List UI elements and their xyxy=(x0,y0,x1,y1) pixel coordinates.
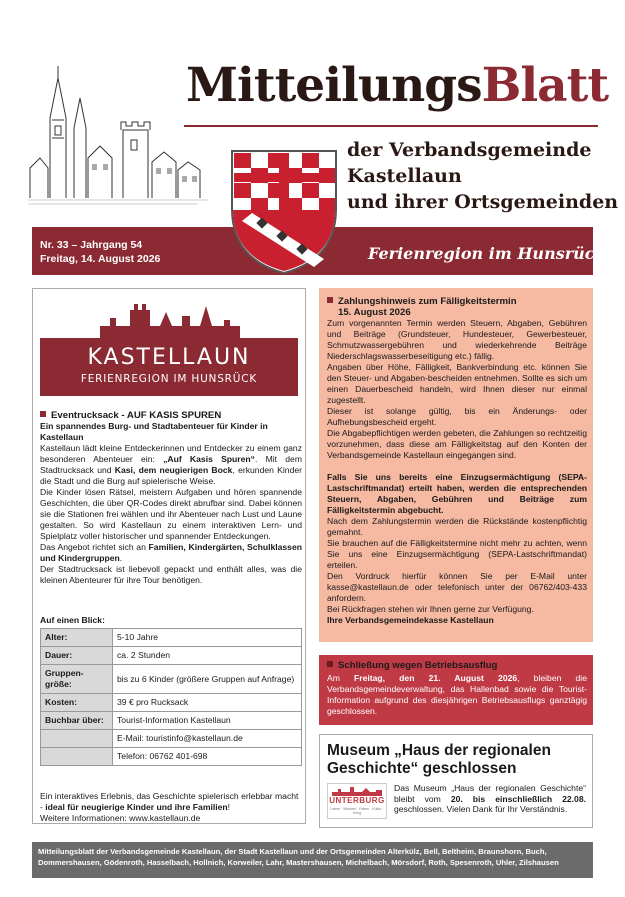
p1-b: „Auf Kasis Spuren“ xyxy=(163,454,255,464)
glance-heading-text: Auf einen Blick: xyxy=(40,615,105,625)
more-info-link[interactable]: Weitere Informationen: www.kastellaun.de xyxy=(40,813,201,823)
unterburg-word: UNTERBURG xyxy=(329,796,385,805)
event-info-table xyxy=(40,628,302,766)
glance-heading xyxy=(40,615,302,626)
logo-subline: FERIENREGION IM HUNSRÜCK xyxy=(80,373,258,385)
table-value: Tourist-Information Kastellaun xyxy=(113,712,302,730)
event-text xyxy=(40,410,302,586)
email-value[interactable]: E-Mail: touristinfo@kastellaun.de xyxy=(113,730,302,748)
table-value: 39 € pro Rucksack xyxy=(113,694,302,712)
event-heading-text: Eventrucksack - AUF KASIS SPUREN xyxy=(51,410,222,421)
event-paragraph-2: Die Kinder lösen Rätsel, meistern Aufgaben und hören spannende Geschichten, die über QR-Codes direkt abrufbar sind. Dabei können sie die Stationen frei wählen und ihr Abenteuer nach Lust und Laune gestalten. So wird Kastellaun zu einem interaktiven Lern- und Spielplatz voller historischer und spannender Entdeckungen. xyxy=(40,487,302,541)
issue-number: Nr. 33 – Jahrgang 54 xyxy=(40,239,143,251)
closure-b: Freitag, den 21. August 2026 xyxy=(354,673,518,683)
masthead-title xyxy=(186,58,609,128)
town-skyline-illustration xyxy=(28,58,208,208)
p3-c: . xyxy=(119,553,123,563)
p3-a: Das Angebot richtet sich an xyxy=(40,542,149,552)
square-bullet-icon xyxy=(327,297,333,303)
table-key: Kosten: xyxy=(41,694,113,712)
payment-paragraph-3: Dieser ist solange gültig, bis ein Änderungs- oder Aufhebungsbescheid ergeht. xyxy=(327,406,587,427)
museum-a: Das Museum „Haus der regionalen Geschichte“ bleibt vom xyxy=(394,783,586,804)
subtitle-line3: und ihrer Ortsgemeinden xyxy=(347,191,619,213)
closure-paragraph xyxy=(327,673,587,717)
phone-value: Telefon: 06762 401-698 xyxy=(113,748,302,766)
table-row xyxy=(41,665,302,694)
table-value: bis zu 6 Kinder (größere Gruppen auf Anfrage) xyxy=(113,665,302,694)
closure-a: Am xyxy=(327,673,355,683)
table-value: ca. 2 Stunden xyxy=(113,647,302,665)
p1-c: . Mit dem Stadtrucksack und xyxy=(40,454,302,475)
region-tagline: Ferienregion im Hunsrück xyxy=(368,244,606,263)
masthead-subtitle xyxy=(347,137,618,215)
spacer xyxy=(327,461,587,472)
table-value: 5-10 Jahre xyxy=(113,629,302,647)
closure-heading-text: Schließung wegen Betriebsausflug xyxy=(338,660,498,671)
payment-paragraph-4: Die Abgabepflichtigen werden gebeten, die Zahlungen so rechtzeitig vorzunehmen, dass diese am Fälligkeitstag auf den Konten der Verbandsgemeinde Kastellaun eingegangen sind. xyxy=(327,428,587,460)
logo-word: KASTELLAUN xyxy=(87,345,251,370)
payment-heading xyxy=(327,296,587,307)
closure-text xyxy=(327,660,587,717)
subtitle-line1: der Verbandsgemeinde xyxy=(347,139,592,161)
castle-silhouette-icon xyxy=(100,300,240,340)
museum-b: 20. bis einschließlich 22.08. xyxy=(450,793,586,804)
title-rule xyxy=(184,125,598,127)
p1-a: Kastellaun lädt kleine Entdeckerinnen und Entdecker zu einem ganz besonderen Abenteuer ein: xyxy=(40,443,302,464)
table-key: Dauer: xyxy=(41,647,113,665)
table-row xyxy=(41,748,302,766)
issue-info xyxy=(40,238,160,266)
closing-a: Ein interaktives Erlebnis, das Geschichte spielerisch erlebbar macht - xyxy=(40,791,299,812)
event-lead: Ein spannendes Burg- und Stadtabenteuer für Kinder in Kastellaun xyxy=(40,421,268,442)
unterburg-logo xyxy=(327,783,387,819)
museum-c: geschlossen. Vielen Dank für Ihr Verständnis. xyxy=(394,804,568,814)
event-paragraph-4: Der Stadtrucksack ist liebevoll gepackt und enthält alles, was die kleinen Abenteurer für ihre Tour benötigen. xyxy=(40,564,302,585)
payment-paragraph-8: Den Vordruck hierfür können Sie per E-Mail unter kasse@kastellaun.de oder telefonisch unter der 06762/403-433 anfordern. xyxy=(327,571,587,603)
payment-paragraph-5: Falls Sie uns bereits eine Einzugsermächtigung (SEPA-Lastschriftmandat) erteilt haben, werden die entsprechenden Steuern, Abgaben, Gebühren und Beiträge zum Fälligkeitstermin abgebucht. xyxy=(327,472,587,515)
payment-signoff: Ihre Verbandsgemeindekasse Kastellaun xyxy=(327,615,494,625)
event-paragraph-1 xyxy=(40,443,302,487)
closing-c: ! xyxy=(227,802,231,812)
payment-heading-line2: 15. August 2026 xyxy=(338,307,411,318)
closure-heading xyxy=(327,660,587,671)
table-key: Buchbar über: xyxy=(41,712,113,730)
payment-paragraph-7: Sie brauchen auf die Fälligkeitstermine nicht mehr zu achten, wenn Sie uns eine Einzugsermächtigung (SEPA-Lastschriftmandat) erteilen. xyxy=(327,538,587,570)
payment-paragraph-6: Nach dem Zahlungstermin werden die Rückstände kostenpflichtig gemahnt. xyxy=(327,516,587,537)
table-row xyxy=(41,730,302,748)
payment-paragraph-1: Zum vorgenannten Termin werden Steuern, Abgaben, Gebühren und Beiträge (Grundsteuer, Hundesteuer, Gewerbesteuer, Schmutzwassergebühren und wiederkehrende Beiträge Niederschlagswasserbeseitigung etc.) fällig. xyxy=(327,318,587,361)
table-row xyxy=(41,694,302,712)
table-key xyxy=(41,730,113,748)
table-row xyxy=(41,712,302,730)
table-key: Alter: xyxy=(41,629,113,647)
payment-heading-line1: Zahlungshinweis zum Fälligkeitstermin xyxy=(338,296,517,307)
footer-bar: Mitteilungsblatt der Verbandsgemeinde Kastellaun, der Stadt Kastellaun und der Ortsgemeinden Alterkülz, Bell, Beltheim, Braunshorn, Buch, Dommershausen, Gödenroth, Hasselbach, Hollnich, Korweiler, Lahr, Mastershausen, Michelbach, Mörsdorf, Roth, Spesenroth, Uhler, Zilshausen xyxy=(32,842,593,878)
unterburg-castle-icon xyxy=(332,786,382,796)
event-closing xyxy=(40,791,302,824)
closure-c: , bleiben die Verbandsgemeindeverwaltung, das Hallenbad sowie die Tourist-Information aufgrund des diesjährigen Betriebsausflugs ganztägig geschlossen. xyxy=(327,673,587,716)
table-row xyxy=(41,647,302,665)
p3-b: Familien, Kindergärten, Schulklassen und Kindergruppen xyxy=(40,542,302,563)
title-part2: Blatt xyxy=(481,58,609,113)
subtitle-line2: Kastellaun xyxy=(347,165,462,187)
table-row xyxy=(41,629,302,647)
p1-d: Kasi, dem neugierigen Bock xyxy=(114,465,233,475)
kastellaun-logo xyxy=(40,300,298,398)
payment-text xyxy=(327,296,587,626)
table-key xyxy=(41,748,113,766)
payment-paragraph-9: Bei Rückfragen stehen wir Ihnen gerne zur Verfügung. xyxy=(327,604,534,614)
closing-b: ideal für neugierige Kinder und ihre Familien xyxy=(45,802,228,812)
payment-paragraph-2: Angaben über Höhe, Fälligkeit, Bankverbindung etc. können Sie den Steuer- und Abgaben-bescheiden entnehmen. Sollte es sich um einen Dauerbescheid handeln, wird Ihnen dieser nur einmal zugestellt. xyxy=(327,362,587,405)
table-key: Gruppen-größe: xyxy=(41,665,113,694)
square-bullet-icon xyxy=(327,661,333,667)
unterburg-subline: Leben · Wohnen · Feiern · Kultur · Krieg xyxy=(330,807,384,815)
coat-of-arms-icon xyxy=(228,147,340,277)
event-paragraph-3 xyxy=(40,542,302,564)
p1-e: , erkunden Kinder die Stadt und die Burg auf spielerische Weise. xyxy=(40,465,302,486)
museum-title: Museum „Haus der regionalen Geschichte“ geschlossen xyxy=(327,742,551,777)
event-heading xyxy=(40,410,302,421)
closing-text xyxy=(40,791,302,813)
issue-date: Freitag, 14. August 2026 xyxy=(40,253,161,265)
title-part1: Mitteilungs xyxy=(186,58,482,113)
square-bullet-icon xyxy=(40,411,46,417)
museum-text xyxy=(394,783,586,815)
